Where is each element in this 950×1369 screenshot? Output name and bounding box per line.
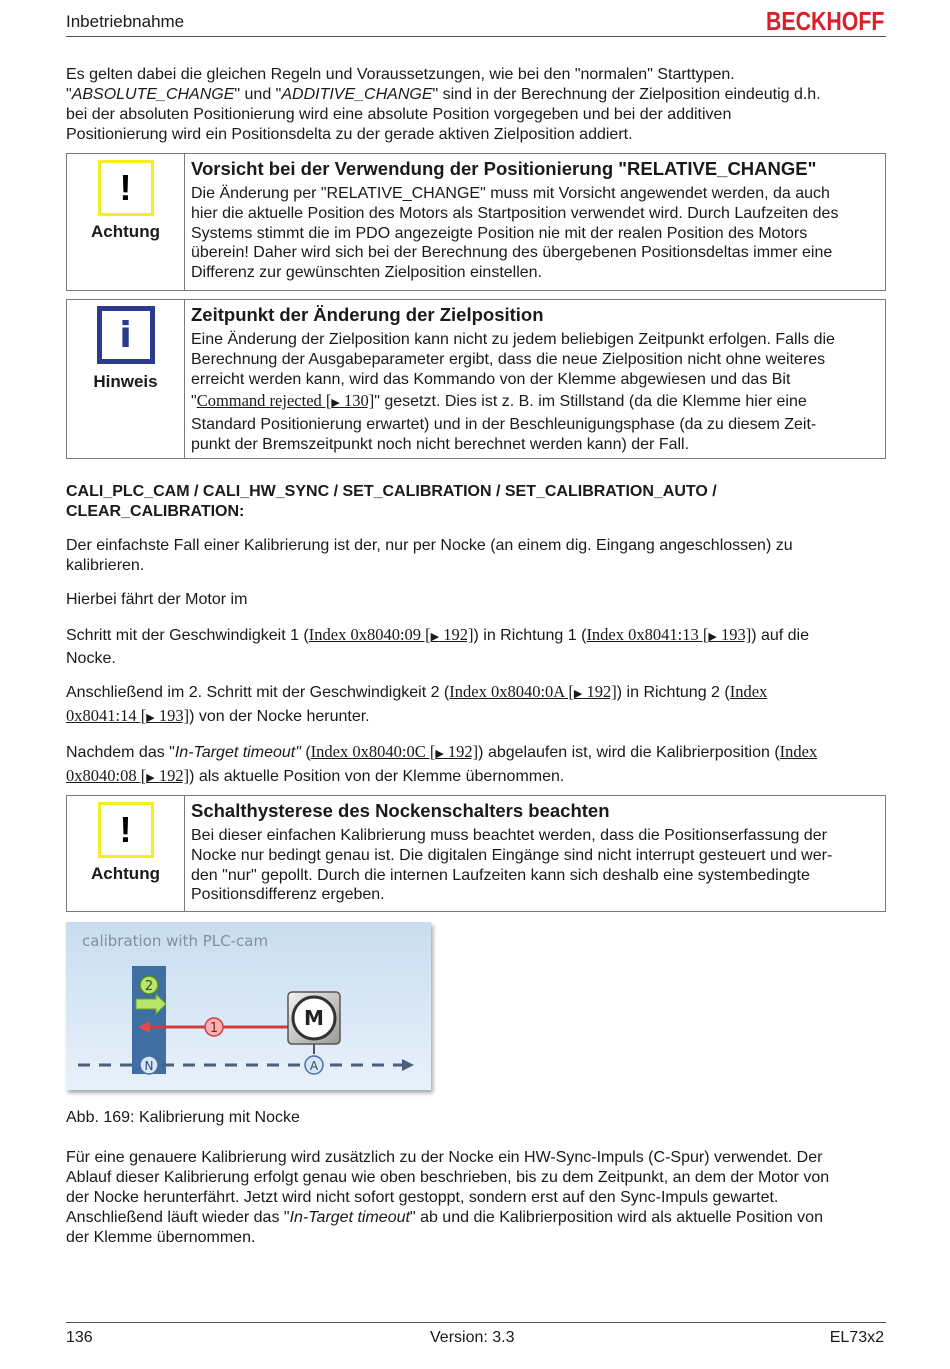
brand-logo: BECKHOFF <box>765 6 884 36</box>
para-line: kalibrieren. <box>66 557 145 574</box>
motor-label: M <box>304 1006 324 1030</box>
index-8040-08-link[interactable] <box>66 766 189 785</box>
para-line: der Nocke herunterfährt. Jetzt wird nicht sofort gestoppt, sondern erst auf den Sync-Impuls gewartet. <box>66 1189 779 1206</box>
command-rejected-link[interactable] <box>197 391 375 410</box>
intro-line: Positionierung wird ein Positionsdelta zu der gerade aktiven Zielposition addiert. <box>66 126 633 143</box>
notice-line: Nocke nur bedingt genau ist. Die digitalen Eingänge sind nicht interrupt gesteuert und wer- <box>191 846 833 864</box>
footer-divider <box>66 1322 886 1323</box>
link-text: Command rejected [ <box>196 391 332 411</box>
notice-icon-column <box>67 796 185 911</box>
closing-paragraph <box>66 1148 886 1248</box>
notice-title: Schalthysterese des Nockenschalters beachten <box>191 800 610 821</box>
notice-icon-column <box>67 154 185 290</box>
notice-line: Eine Änderung der Zielposition kann nicht zu jedem beliebigen Zeitpunkt erfolgen. Falls die <box>191 331 835 348</box>
section-paragraph-5 <box>66 741 886 789</box>
arrow-right-icon: ▶ <box>146 772 155 784</box>
notice-line: Standard Positionierung erwartet) und in der Beschleunigungsphase (da zu diesem Zeit- <box>191 416 817 434</box>
absolute-change-term: ABSOLUTE_CHANGE <box>71 86 235 103</box>
additive-change-term: ADDITIVE_CHANGE <box>281 86 433 103</box>
quote: " <box>66 86 72 103</box>
link-page: 192] <box>443 742 479 761</box>
para-text: ) auf die <box>751 627 809 644</box>
page-number: 136 <box>66 1329 93 1346</box>
para-text: Anschließend im 2. Schritt mit der Geschwindigkeit 2 ( <box>66 684 450 701</box>
info-icon: i <box>97 306 155 364</box>
para-text: ) in Richtung 2 ( <box>616 684 730 701</box>
notice-text <box>191 184 879 283</box>
notice-line: überein! Daher wird sich bei der Berechnung des übergebenen Positionsdeltas immer eine <box>191 244 833 262</box>
index-8041-13-link[interactable] <box>586 625 751 644</box>
section-paragraph-1 <box>66 536 886 576</box>
arrow-right-icon: ▶ <box>331 397 340 410</box>
section-paragraph-4 <box>66 681 886 729</box>
arrow-right-icon: ▶ <box>573 688 583 700</box>
para-text: Anschließend läuft wieder das " <box>66 1209 290 1226</box>
link-text: Index 0x8040:0C [ <box>310 742 436 761</box>
intro-text: " sind in der Berechnung der Zielposition eindeutig d.h. <box>432 86 821 103</box>
intro-line: Es gelten dabei die gleichen Regeln und Voraussetzungen, wie bei den "normalen" Starttypen. <box>66 66 735 83</box>
notice-line: den "nur" gepollt. Durch die internen Laufzeiten kann sich deshalb eine systembedingte <box>191 866 810 884</box>
hint-notice-target-change <box>66 299 886 459</box>
link-page: 193] <box>154 706 190 725</box>
link-text: Index 0x8041:13 [ <box>586 625 709 644</box>
index-8040-08-link-start[interactable]: Index <box>779 742 818 761</box>
warning-icon: ! <box>98 160 154 216</box>
para-text: ) von der Nocke herunter. <box>189 708 370 725</box>
notice-line: hier die aktuelle Position des Motors als Startposition verwendet wird. Durch Laufzeiten des <box>191 204 839 222</box>
notice-line: Differenz zur gewünschten Zielposition einstellen. <box>191 264 543 282</box>
para-text: ( <box>300 744 311 761</box>
intro-paragraph <box>66 65 886 145</box>
axis-arrow-icon <box>402 1059 414 1071</box>
para-text: Schritt mit der Geschwindigkeit 1 ( <box>66 627 309 644</box>
link-page: 192] <box>154 766 190 785</box>
para-text: ) abgelaufen ist, wird die Kalibrierposition ( <box>478 744 780 761</box>
link-page: 192] <box>439 625 474 644</box>
link-text: 0x8040:08 [ <box>66 766 147 785</box>
section-paragraph-2: Hierbei fährt der Motor im <box>66 591 248 608</box>
index-8040-0c-link[interactable] <box>311 742 479 761</box>
link-page: 130] <box>339 391 375 411</box>
arrow-right-icon: ▶ <box>430 631 440 643</box>
notice-line: Bei dieser einfachen Kalibrierung muss beachtet werden, dass die Positionserfassung der <box>191 827 827 844</box>
index-8040-09-link[interactable] <box>309 625 474 644</box>
notice-line: Berechnung der Ausgabeparameter ergibt, dass die neue Zielposition nicht ohne weiteres <box>191 350 826 368</box>
quote: " <box>191 393 197 411</box>
para-line: Ablauf dieser Kalibrierung erfolgt genau wie oben beschrieben, bis zu dem Zeitpunkt, an dem der Motor von <box>66 1169 830 1186</box>
notice-label: Achtung <box>91 864 160 883</box>
link-text: Index 0x8040:0A [ <box>449 682 574 701</box>
notice-line: " gesetzt. Dies ist z. B. im Stillstand (da die Klemme hier eine <box>374 393 807 411</box>
para-text: Nachdem das " <box>66 744 175 761</box>
notice-title: Vorsicht bei der Verwendung der Positionierung "RELATIVE_CHANGE" <box>191 158 817 179</box>
heading-line: CLEAR_CALIBRATION: <box>66 503 245 520</box>
notice-line: erreicht werden kann, wird das Kommando von der Klemme abgewiesen und das Bit <box>191 370 791 388</box>
index-8041-14-link[interactable] <box>66 706 189 725</box>
notice-line: Positionsdifferenz ergeben. <box>191 886 385 904</box>
para-line: Der einfachste Fall einer Kalibrierung ist der, nur per Nocke (an einem dig. Eingang angeschlossen) zu <box>66 537 793 554</box>
notice-line: Systems stimmt die im PDO angezeigte Position nie mit der realen Position des Motors <box>191 224 808 242</box>
intro-line: bei der absoluten Positionierung wird eine absolute Position vorgegeben und bei der additiven <box>66 106 732 123</box>
actual-position-label: A <box>309 1059 319 1073</box>
section-heading <box>66 482 886 522</box>
document-version: Version: 3.3 <box>430 1329 515 1346</box>
para-text: ) als aktuelle Position von der Klemme übernommen. <box>189 768 565 785</box>
link-text: 0x8041:14 [ <box>66 706 147 725</box>
cam-position-label: N <box>144 1059 154 1073</box>
notice-text <box>191 330 879 455</box>
intro-text: " und " <box>234 86 282 103</box>
in-target-timeout-term: In-Target timeout" <box>174 744 301 761</box>
notice-icon-column <box>67 300 185 458</box>
index-8041-14-link-start[interactable]: Index <box>729 682 768 701</box>
figure-title: calibration with PLC-cam <box>82 932 269 950</box>
heading-line: CALI_PLC_CAM / CALI_HW_SYNC / SET_CALIBRATION / SET_CALIBRATION_AUTO / <box>66 483 717 500</box>
in-target-timeout-term: In-Target timeout <box>289 1209 410 1226</box>
warning-icon: ! <box>98 802 154 858</box>
notice-label: Hinweis <box>93 372 158 391</box>
section-paragraph-3 <box>66 624 886 670</box>
para-text: " ab und die Kalibrierposition wird als aktuelle Position von <box>409 1209 823 1226</box>
step1-label: 1 <box>209 1021 219 1036</box>
index-8040-0a-link[interactable] <box>449 682 617 701</box>
notice-title: Zeitpunkt der Änderung der Zielposition <box>191 304 544 325</box>
arrow-right-icon: ▶ <box>435 748 444 760</box>
caution-notice-cam-hysteresis <box>66 795 886 912</box>
step2-label: 2 <box>144 979 154 994</box>
arrow-right-icon: ▶ <box>708 631 717 643</box>
para-line: Für eine genauere Kalibrierung wird zusätzlich zu der Nocke ein HW-Sync-Impuls (C-Spur) verwendet. Der <box>66 1149 823 1166</box>
figure-caption: Abb. 169: Kalibrierung mit Nocke <box>66 1109 300 1126</box>
link-page: 193] <box>716 625 752 644</box>
arrow-right-icon: ▶ <box>146 712 155 724</box>
page-header-title: Inbetriebnahme <box>66 12 185 31</box>
notice-text <box>191 826 879 905</box>
para-text: ) in Richtung 1 ( <box>473 627 587 644</box>
para-line: der Klemme übernommen. <box>66 1229 256 1246</box>
notice-line: punkt der Bremszeitpunkt noch nicht berechnet werden kann) der Fall. <box>191 436 690 454</box>
notice-line: Die Änderung per "RELATIVE_CHANGE" muss mit Vorsicht angewendet werden, da auch <box>191 185 830 202</box>
calibration-diagram <box>66 922 431 1090</box>
para-line: Nocke. <box>66 650 116 667</box>
link-text: Index 0x8040:09 [ <box>308 625 431 644</box>
product-name: EL73x2 <box>829 1329 884 1346</box>
header-divider <box>66 36 886 37</box>
caution-notice-relative-change <box>66 153 886 291</box>
notice-label: Achtung <box>91 222 160 241</box>
calibration-figure <box>66 922 431 1090</box>
link-page: 192] <box>582 682 617 701</box>
